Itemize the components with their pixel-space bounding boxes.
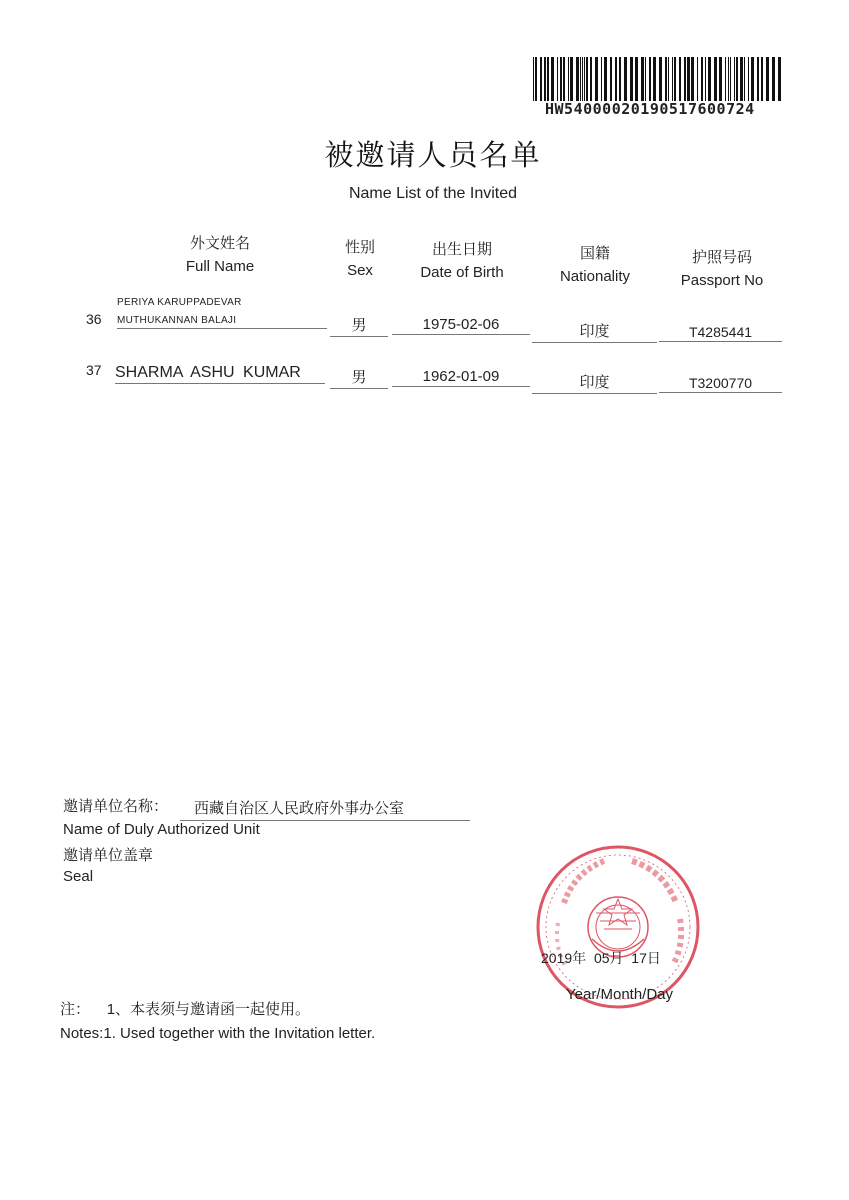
header-full-name-cn: 外文姓名 xyxy=(189,234,250,252)
notes-cn-label: 注： xyxy=(60,1001,91,1018)
header-passport-cn: 护照号码 xyxy=(691,248,752,266)
header-passport xyxy=(662,245,782,293)
header-dob xyxy=(402,237,522,285)
dob-value: 1975-02-06 xyxy=(392,316,530,335)
passport-value: T3200770 xyxy=(659,375,782,393)
header-sex-cn: 性别 xyxy=(344,238,375,256)
page-title-en: Name List of the Invited xyxy=(348,185,518,202)
unit-name-value: 西藏自治区人民政府外事办公室 xyxy=(180,797,470,821)
header-dob-cn: 出生日期 xyxy=(431,240,492,258)
nationality-value: 印度 xyxy=(532,320,657,343)
date-day-unit: 日 xyxy=(646,950,661,966)
date-year-unit: 年 xyxy=(572,950,587,966)
sex-value: 男 xyxy=(330,314,388,337)
header-sex xyxy=(330,235,390,283)
notes-cn-text: 1、本表须与邀请函一起使用。 xyxy=(106,1001,311,1018)
unit-name-label-en: Name of Duly Authorized Unit xyxy=(63,821,260,838)
header-dob-en: Date of Birth xyxy=(420,264,504,281)
date-day: 17 xyxy=(631,950,647,966)
passport-value: T4285441 xyxy=(659,324,782,342)
date-year: 2019 xyxy=(541,950,573,966)
unit-name-label: 邀请单位名称： xyxy=(63,798,169,815)
row-index: 37 xyxy=(86,362,102,378)
barcode-number: HW54000020190517600724 xyxy=(545,100,755,118)
header-nationality xyxy=(545,241,645,289)
notes-en: Notes:1. Used together with the Invitation letter. xyxy=(60,1025,376,1042)
header-full-name-en: Full Name xyxy=(185,258,255,275)
header-full-name xyxy=(150,231,290,279)
header-sex-en: Sex xyxy=(347,262,373,279)
header-passport-en: Passport No xyxy=(680,272,764,289)
date-month: 05 xyxy=(593,950,610,966)
full-name: SHARMA ASHU KUMAR xyxy=(115,364,325,384)
barcode xyxy=(533,57,783,101)
sex-value: 男 xyxy=(330,366,388,389)
seal-label-en: Seal xyxy=(63,868,94,885)
nationality-value: 印度 xyxy=(532,371,657,394)
dob-value: 1962-01-09 xyxy=(392,368,530,387)
page-title-cn: 被邀请人员名单 xyxy=(324,138,542,172)
date-month-unit: 月 xyxy=(609,950,624,966)
header-nationality-en: Nationality xyxy=(559,268,631,285)
row-index: 36 xyxy=(86,311,102,327)
date-format-label: Year/Month/Day xyxy=(566,986,674,1003)
full-name-line1: PERIYA KARUPPADEVAR xyxy=(117,297,242,308)
notes-cn xyxy=(60,998,310,1019)
full-name-line2: MUTHUKANNAN BALAJI xyxy=(117,315,327,329)
header-nationality-cn: 国籍 xyxy=(579,244,610,262)
issue-date xyxy=(541,948,661,968)
seal-label-cn: 邀请单位盖章 xyxy=(63,847,154,864)
